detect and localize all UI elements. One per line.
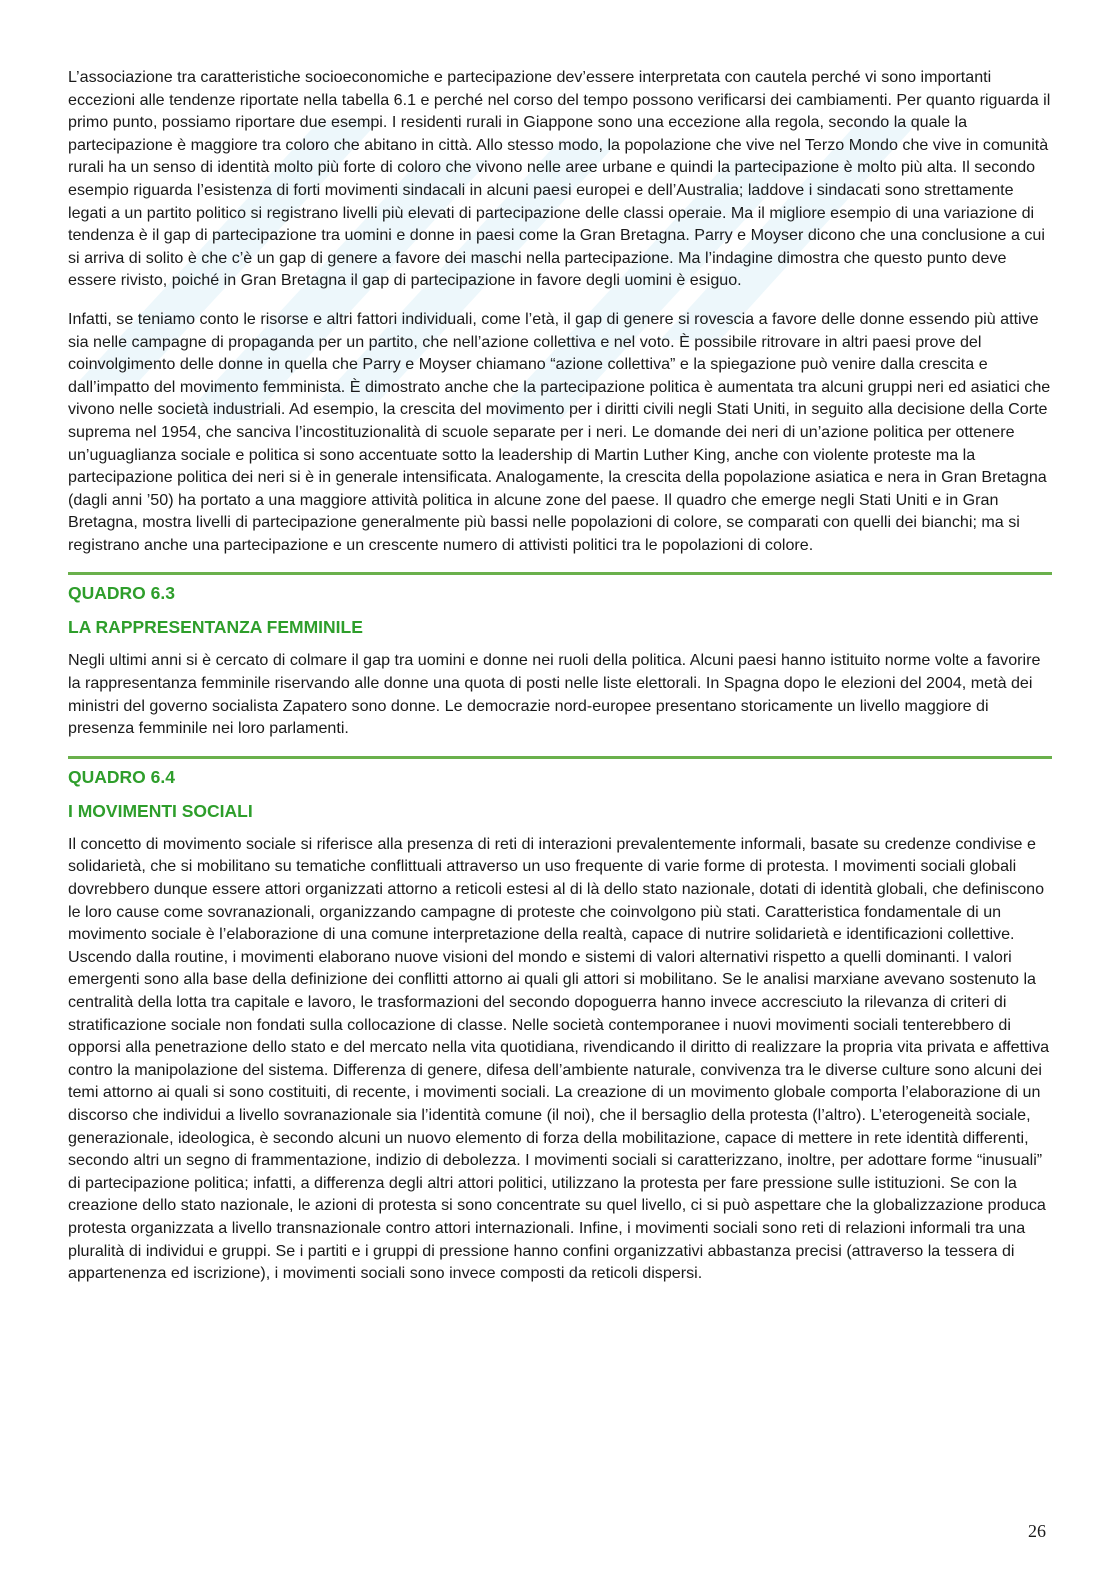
quadro-6-4-number: QUADRO 6.4: [68, 766, 175, 787]
quadro-6-4-text: Il concetto di movimento sociale si riferisce alla presenza di reti di interazioni prevalentemente informali, basate su credenze condivise e solidarietà, che si mobilitano su tematiche conflittuali attraverso un uso frequente di varie forme di protesta. I movimenti sociali globali dovrebbero dunque essere attori organizzati attorno a reticoli estesi al di là dello stato nazionale, dotati di identità globali, che definiscono le loro cause come sovranazionali, organizzando campagne di proteste che coinvolgono più stati. Caratteristica fondamentale di un movimento sociale è l’elaborazione di una comune interpretazione della realtà, capace di nutrire solidarietà e identificazioni collettive. Uscendo dalla routine, i movimenti elaborano nuove visioni del mondo e sistemi di valori alternativi rispetto a quelli dominanti. I valori emergenti sono alla base della definizione dei conflitti attorno ai quali gli attori si mobilitano. Se le analisi marxiane avevano sostenuto la centralità della lotta tra capitale e lavoro, le trasformazioni del secondo dopoguerra hanno invece accresciuto la rilevanza di criteri di stratificazione sociale non fondati sulla collocazione di classe. Nelle società contemporanee i nuovi movimenti sociali tenterebbero di opporsi alla penetrazione dello stato e del mercato nella vita quotidiana, rivendicando il diritto di realizzare la propria vita privata e affettiva contro la manipolazione del sistema. Differenza di genere, difesa dell’ambiente naturale, convivenza tra le diverse culture sono alcuni dei temi attorno ai quali si sono costituiti, di recente, i movimenti sociali. La creazione di un movimento globale comporta l’elaborazione di un discorso che individui a livello sovranazionale sia l’identità comune (il noi), che il bersaglio della protesta (l’altro). L’eterogeneità sociale, generazionale, ideologica, è secondo alcuni un nuovo elemento di forza della mobilitazione, capace di mettere in rete identità differenti, secondo altri un segno di frammentazione, indizio di debolezza. I movimenti sociali si caratterizzano, inoltre, per adottare forme “inusuali” di partecipazione politica; infatti, a differenza degli altri attori politici, utilizzano la protesta per fare pressione sulle istituzioni. Se con la creazione dello stato nazionale, le azioni di protesta si sono concentrate su quel livello, ci si può aspettare che la globalizzazione produca protesta organizzata a livello transnazionale contro attori internazionali. Infine, i movimenti sociali sono reti di relazioni informali tra una pluralità di individui e gruppi. Se i partiti e i gruppi di pressione hanno confini organizzativi abbastanza precisi (attraverso la tessera di appartenenza ed iscrizione), i movimenti sociali sono invece composti da reticoli dispersi.: [68, 834, 1050, 1283]
quadro-6-4-title: I MOVIMENTI SOCIALI: [68, 800, 253, 821]
quadro-6-3-text: Negli ultimi anni si è cercato di colmare il gap tra uomini e donne nei ruoli della politica. Alcuni paesi hanno istituito norme volte a favorire la rappresentanza femminile riservando alle donne una quota di posti nelle liste elettorali. In Spagna dopo le elezioni del 2004, metà dei ministri del governo socialista Zapatero sono donne. Le democrazie nord-europee presentano storicamente un livello maggiore di presenza femminile nei loro parlamenti.: [68, 651, 1041, 738]
section-divider: [68, 756, 1052, 759]
page-number: 26: [1028, 1521, 1046, 1541]
section-divider: [68, 572, 1052, 575]
quadro-6-3-number: QUADRO 6.3: [68, 583, 175, 604]
intro-paragraph-1: L’associazione tra caratteristiche socioeconomiche e partecipazione dev’essere interpretata con cautela perché vi sono importanti eccezioni alle tendenze riportate nella tabella 6.1 e perché nel corso del tempo possono verificarsi dei cambiamenti. Per quanto riguarda il primo punto, possiamo riportare due esempi. I residenti rurali in Giappone sono una eccezione alla regola, secondo la quale la partecipazione è maggiore tra coloro che abitano in città. Allo stesso modo, la popolazione che vive nel Terzo Mondo che vive in comunità rurali ha un senso di identità molto più forte di coloro che vivono nelle aree urbane e quindi la partecipazione è molto più alta. Il secondo esempio riguarda l’esistenza di forti movimenti sindacali in alcuni paesi europei e dell’Australia; laddove i sindacati sono strettamente legati a un partito politico si registrano livelli più elevati di partecipazione delle classi operaie. Ma il migliore esempio di una variazione di tendenza è il gap di partecipazione tra uomini e donne in paesi come la Gran Bretagna. Parry e Moyser dicono che una conclusione a cui si arriva di solito è che c’è un gap di genere a favore dei maschi nella partecipazione. Ma l’indagine dimostra che questo punto deve essere rivisto, poiché in Gran Bretagna il gap di partecipazione in favore degli uomini è esiguo.: [68, 68, 1051, 290]
quadro-6-3-title: LA RAPPRESENTANZA FEMMINILE: [68, 617, 363, 638]
page-content: [68, 66, 1052, 1301]
intro-paragraph-2: Infatti, se teniamo conto le risorse e altri fattori individuali, come l’età, il gap di genere si rovescia a favore delle donne essendo più attive sia nelle campagne di propaganda per un partito, che nell’azione collettiva e nel voto. È possibile ritrovare in altri paesi prove del coinvolgimento delle donne in quella che Parry e Moyser chiamano “azione collettiva” e la spiegazione può venire dalla crescita e dall’impatto del movimento femminista. È dimostrato anche che la partecipazione politica è aumentata tra alcuni gruppi neri ed asiatici che vivono nelle società industriali. Ad esempio, la crescita del movimento per i diritti civili negli Stati Uniti, in seguito alla decisione della Corte suprema nel 1954, che sanciva l’incostituzionalità di scuole separate per i neri. Le domande dei neri di un’azione politica per ottenere un’uguaglianza sociale e politica si sono accentuate sotto la leadership di Martin Luther King, anche con violente proteste ma la partecipazione politica dei neri si è in generale intensificata. Analogamente, la crescita della popolazione asiatica e nera in Gran Bretagna (dagli anni ’50) ha portato a una maggiore attività politica in alcune zone del paese. Il quadro che emerge negli Stati Uniti e in Gran Bretagna, mostra livelli di partecipazione generalmente più bassi nelle popolazioni di colore, se comparati con quelli dei bianchi; ma si registrano anche una partecipazione e un crescente numero di attivisti politici tra le popolazioni di colore.: [68, 309, 1051, 554]
